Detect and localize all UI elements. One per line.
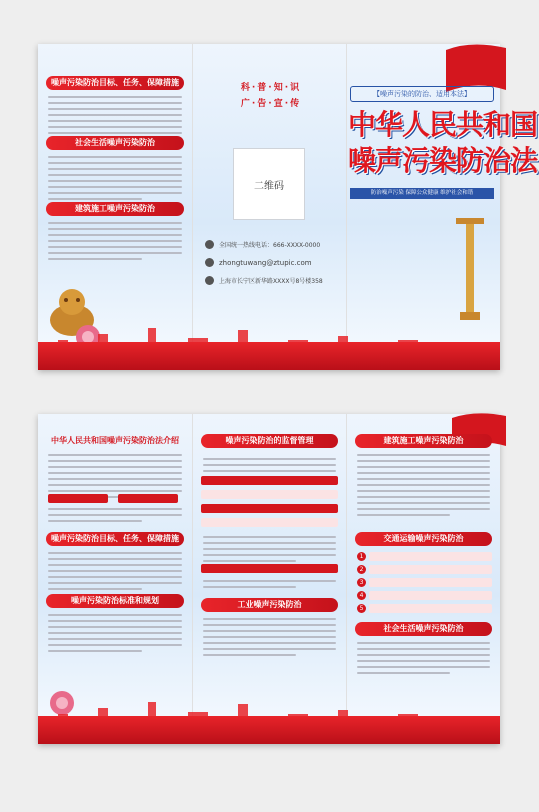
body-text	[357, 454, 490, 520]
section-heading: 社会生活噪声污染防治	[46, 136, 184, 150]
body-text	[203, 580, 336, 592]
huabiao-column-icon	[450, 204, 490, 324]
cover-title-line2: 噪声污染防治法	[348, 144, 538, 177]
step-number: 3	[357, 578, 366, 587]
highlight-row	[201, 564, 338, 573]
location-icon	[205, 276, 214, 285]
step-row	[369, 604, 492, 613]
body-text	[48, 156, 182, 204]
body-text	[203, 618, 336, 660]
step-number: 1	[357, 552, 366, 561]
slogan-line: 广·告·宣·传	[240, 99, 302, 109]
section-heading: 噪声污染防治目标、任务、保障措施	[46, 76, 184, 90]
step-row	[369, 591, 492, 600]
contact-web: zhongtuwang@ztupic.com	[205, 258, 312, 267]
phone-icon	[205, 240, 214, 249]
body-text	[48, 222, 182, 264]
cover-subtitle: 防治噪声污染 保障公众健康 维护社会和谐	[350, 188, 494, 199]
cover-title-line1: 中华人民共和国	[348, 108, 538, 141]
step-row	[369, 565, 492, 574]
body-text	[203, 458, 336, 476]
section-heading: 噪声污染防治标准和规划	[46, 594, 184, 608]
brochure-outside	[38, 44, 538, 370]
globe-icon	[205, 258, 214, 267]
highlight-row	[201, 504, 338, 513]
qr-code-placeholder: 二维码	[233, 148, 305, 220]
brochure-inside	[38, 414, 500, 744]
section-heading: 建筑施工噪声污染防治	[355, 434, 492, 448]
section-heading: 工业噪声污染防治	[201, 598, 338, 612]
section-heading: 建筑施工噪声污染防治	[46, 202, 184, 216]
info-badge	[118, 494, 178, 503]
slogan-line: 科·普·知·识	[240, 83, 302, 93]
body-text	[48, 552, 182, 594]
step-row	[369, 552, 492, 561]
step-number: 5	[357, 604, 366, 613]
step-row	[369, 578, 492, 587]
highlight-row	[201, 490, 338, 499]
step-number: 4	[357, 591, 366, 600]
info-badge	[48, 494, 108, 503]
highlight-row	[201, 518, 338, 527]
section-heading: 中华人民共和国噪声污染防治法介绍	[51, 436, 179, 445]
body-text	[48, 508, 182, 526]
section-heading: 社会生活噪声污染防治	[355, 622, 492, 636]
red-wave-band	[38, 342, 500, 370]
highlight-row	[201, 476, 338, 485]
cover-tag: 【噪声污染的防治、适用本法】	[350, 86, 494, 102]
contact-phone: 全国统一热线电话：666-XXXX-0000	[205, 240, 320, 249]
contact-address: 上海市长宁区新华路XXXX号8号楼358	[205, 276, 323, 285]
body-text	[48, 614, 182, 656]
section-heading: 噪声污染防治的监督管理	[201, 434, 338, 448]
step-number: 2	[357, 565, 366, 574]
section-heading: 噪声污染防治目标、任务、保障措施	[46, 532, 184, 546]
red-wave-band	[38, 716, 500, 744]
section-heading: 交通运输噪声污染防治	[355, 532, 492, 546]
body-text	[203, 536, 336, 566]
body-text	[357, 642, 490, 678]
